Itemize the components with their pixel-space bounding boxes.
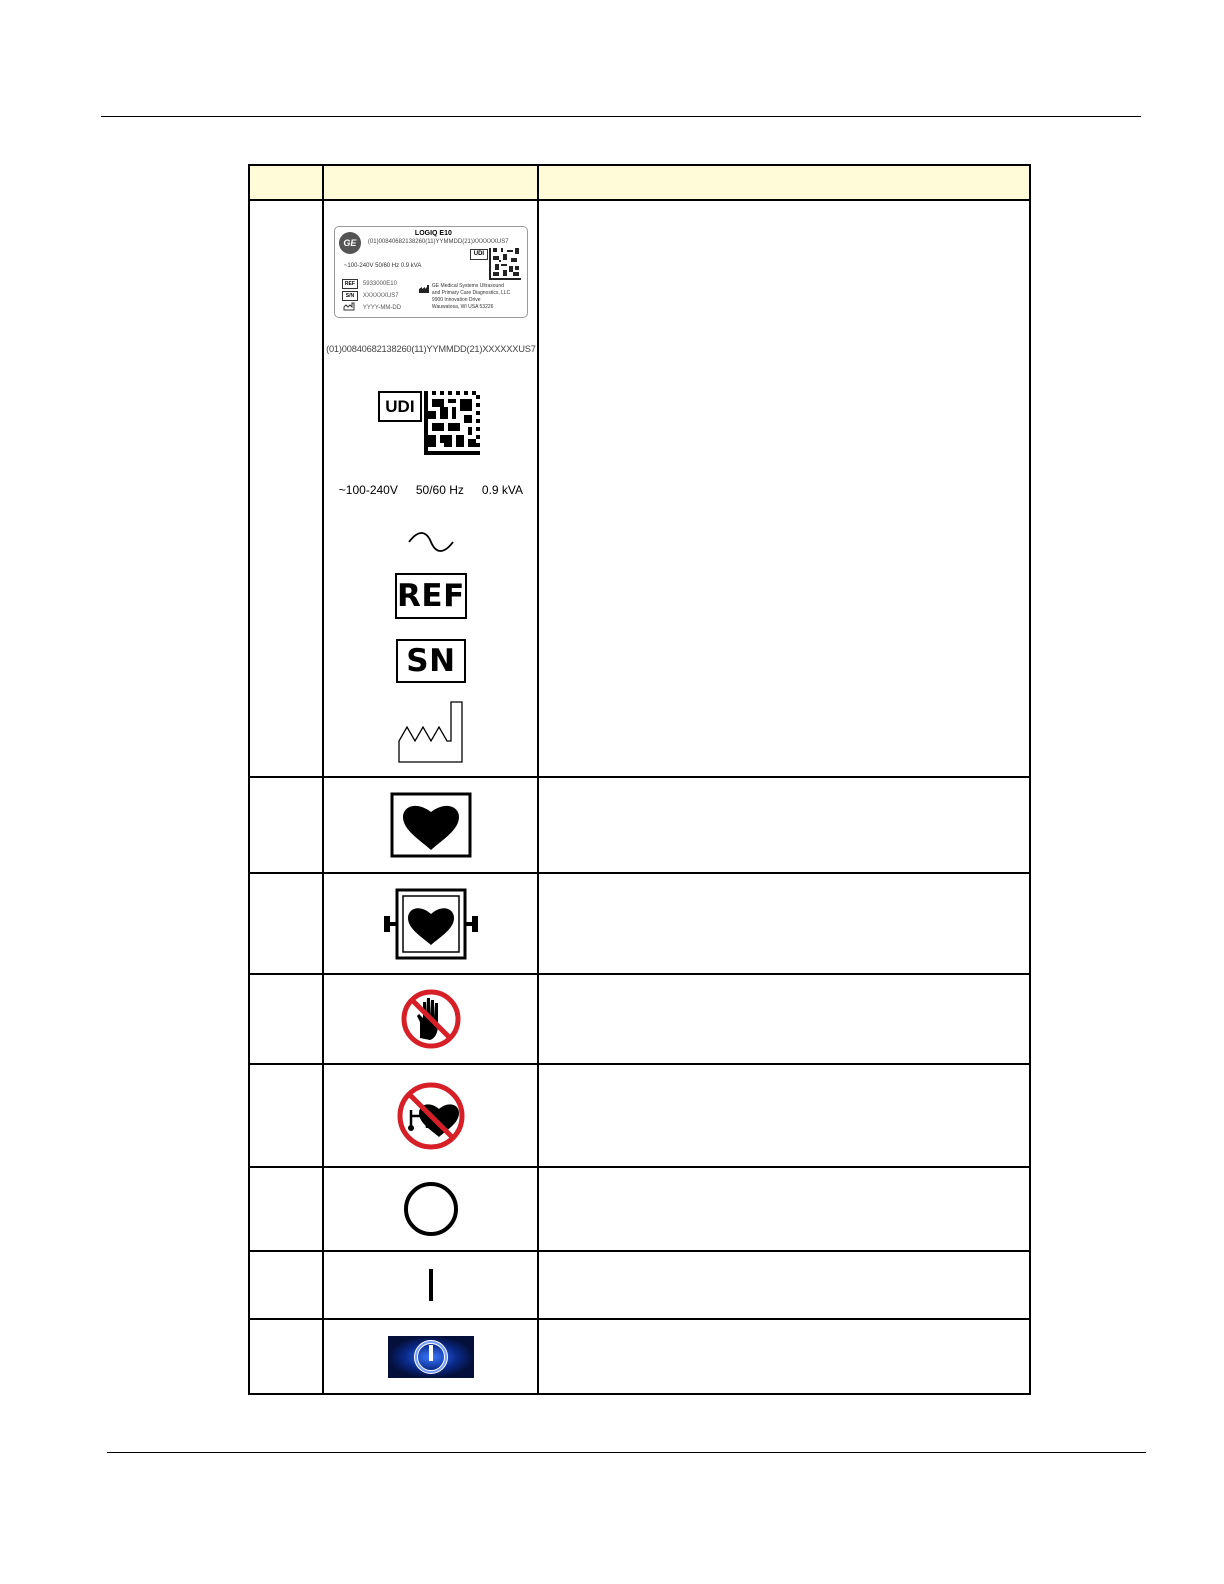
power-standby-button-icon (388, 1336, 474, 1378)
label-udi-string: (01)00840682138260(11)YYMMDD(21)XXXXXXUS7 (367, 239, 509, 245)
symbol-cell (323, 873, 538, 974)
rating-line (324, 483, 537, 497)
table-row (249, 200, 1030, 777)
power-on-line-icon (426, 1267, 436, 1303)
label-sn-symbol: S/N (342, 291, 358, 301)
description-cell (538, 777, 1030, 873)
symbol-cell (323, 974, 538, 1064)
rating-frequency: 50/60 Hz (415, 483, 464, 497)
symbol-table (248, 164, 1031, 1395)
label-date-value: YYYY-MM-DD (362, 305, 402, 311)
udi-symbol-group (378, 391, 484, 457)
label-sn-value: XXXXXXUS7 (362, 293, 399, 299)
header-cell (538, 165, 1030, 200)
power-off-circle-icon (402, 1180, 460, 1238)
udi-symbol: UDI (378, 391, 422, 422)
table-row (249, 777, 1030, 873)
number-cell (249, 974, 323, 1064)
type-cf-heart-icon (390, 792, 472, 858)
header-cell (249, 165, 323, 200)
description-cell (538, 1319, 1030, 1394)
symbol-cell (323, 1064, 538, 1167)
no-pacemaker-icon (395, 1080, 467, 1152)
symbol-cell (323, 200, 538, 777)
number-cell (249, 873, 323, 974)
number-cell (249, 1251, 323, 1319)
symbol-cell (323, 1319, 538, 1394)
header-cell (323, 165, 538, 200)
label-date-icon (343, 302, 355, 311)
table-row (249, 873, 1030, 974)
label-model: LOGIQ E10 (414, 230, 452, 237)
description-cell (538, 873, 1030, 974)
description-cell (538, 974, 1030, 1064)
table-row (249, 974, 1030, 1064)
manufacturer-factory-icon (398, 701, 464, 763)
number-cell (249, 1167, 323, 1251)
table-header-row (249, 165, 1030, 200)
label-ref-value: 5933000E10 (362, 281, 397, 287)
rating-voltage: ~100-240V (338, 483, 398, 497)
label-factory-icon (419, 285, 429, 293)
header-rule (101, 116, 1141, 117)
label-manufacturer-line: Wauwatosa, WI USA 53226 (431, 304, 494, 310)
label-manufacturer-line: and Primary Care Diagnostics, LLC (431, 290, 511, 296)
defibrillation-proof-type-cf-icon (383, 887, 479, 961)
label-manufacturer-line: GE Medical Systems Ultrasound (431, 283, 504, 289)
description-cell (538, 1251, 1030, 1319)
number-cell (249, 1319, 323, 1394)
number-cell (249, 200, 323, 777)
sn-symbol: SN (396, 639, 466, 683)
footer-rule (107, 1452, 1146, 1453)
label-rating: ~100-240V 50/60 Hz 0.9 kVA (343, 263, 422, 269)
table-row (249, 1319, 1030, 1394)
description-cell (538, 200, 1030, 777)
symbol-cell (323, 777, 538, 873)
label-ref-symbol: REF (342, 279, 358, 289)
alternating-current-icon (406, 529, 456, 555)
symbol-cell (323, 1167, 538, 1251)
rating-power: 0.9 kVA (481, 483, 524, 497)
number-cell (249, 777, 323, 873)
datamatrix-icon (424, 391, 480, 455)
label-udi-box: UDI (470, 249, 488, 260)
table-row (249, 1167, 1030, 1251)
label-manufacturer-line: 9900 Innovation Drive (431, 297, 481, 303)
no-pushing-hand-icon (400, 988, 462, 1050)
table-row (249, 1064, 1030, 1167)
udi-text: (01)00840682138260(11)YYMMDD(21)XXXXXXUS7 (326, 344, 536, 354)
description-cell (538, 1167, 1030, 1251)
rating-label-image (334, 226, 528, 318)
label-datamatrix-icon (489, 247, 521, 281)
ge-logo-icon: GE (339, 232, 361, 254)
ref-symbol: REF (395, 573, 467, 619)
symbol-cell (323, 1251, 538, 1319)
description-cell (538, 1064, 1030, 1167)
number-cell (249, 1064, 323, 1167)
table-row (249, 1251, 1030, 1319)
